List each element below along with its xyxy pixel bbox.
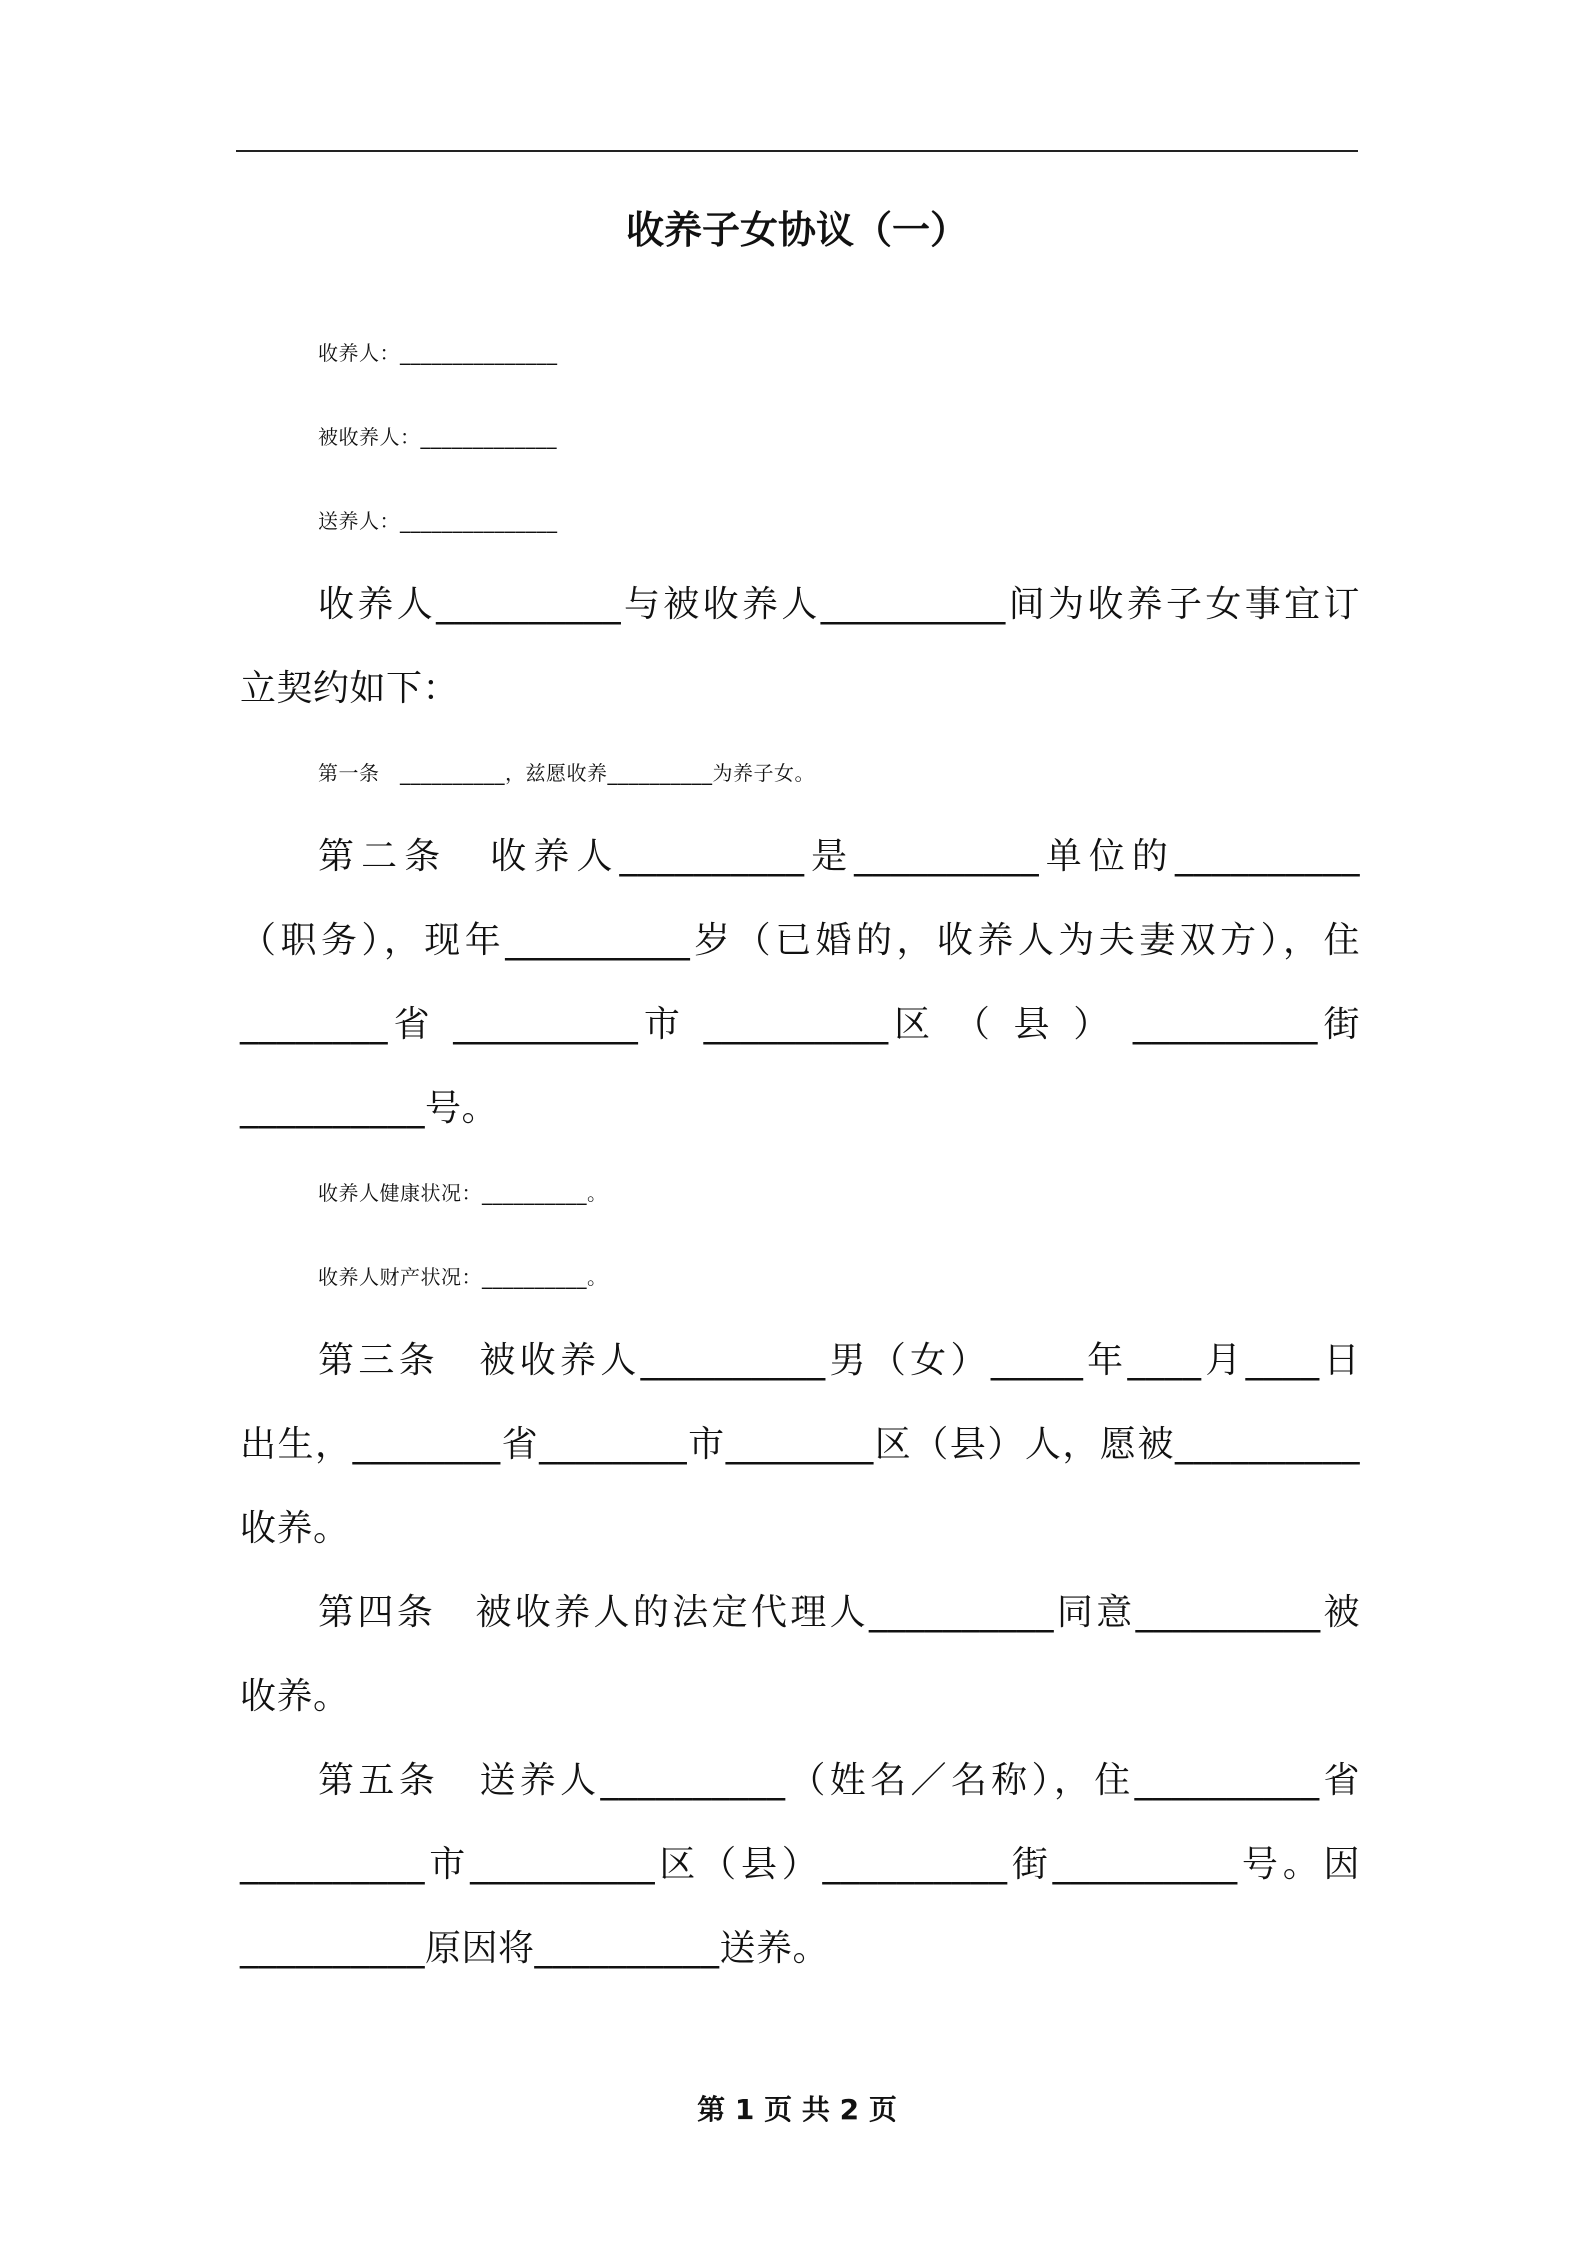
health-status-line: 收养人健康状况：__________。	[318, 1181, 608, 1205]
article-5-line-1: 第五条 送养人__________（姓名／名称），住__________省	[318, 1760, 1360, 1801]
article-2-line-2: （职务），现年__________岁（已婚的，收养人为夫妻双方），住	[240, 920, 1360, 961]
article-3-line-2: 出生，________省________市________区（县）人，愿被__________	[240, 1424, 1360, 1465]
article-2-line-4: __________号。	[240, 1088, 499, 1129]
article-3-line-3: 收养。	[240, 1508, 350, 1549]
article-3-line-1: 第三条 被收养人__________男（女）_____年____月____日	[318, 1340, 1360, 1381]
article-5-line-2: __________市__________区（县）__________街__________号。因	[240, 1844, 1360, 1885]
document-title: 收养子女协议（一）	[625, 208, 968, 252]
placing-party-line: 送养人：_______________	[318, 509, 558, 533]
page-number-footer: 第 1 页 共 2 页	[697, 2093, 897, 2126]
article-4-line-1: 第四条 被收养人的法定代理人__________同意__________被	[318, 1592, 1360, 1633]
header-rule	[236, 150, 1358, 152]
article-2-line-3: ________省 __________市 __________区 （ 县 ） __________街	[240, 1004, 1360, 1045]
preamble-line-1: 收养人__________与被收养人__________间为收养子女事宜订	[318, 584, 1360, 625]
adopter-line: 收养人：_______________	[318, 341, 558, 365]
article-1-line: 第一条 __________，兹愿收养__________为养子女。	[318, 761, 815, 785]
article-5-line-3: __________原因将__________送养。	[240, 1928, 830, 1969]
preamble-line-2: 立契约如下：	[240, 668, 460, 709]
article-2-line-1: 第二条 收养人__________是__________单位的__________	[318, 836, 1360, 877]
property-status-line: 收养人财产状况：__________。	[318, 1265, 608, 1289]
article-4-line-2: 收养。	[240, 1676, 350, 1717]
adoptee-line: 被收养人：_____________	[318, 425, 557, 449]
